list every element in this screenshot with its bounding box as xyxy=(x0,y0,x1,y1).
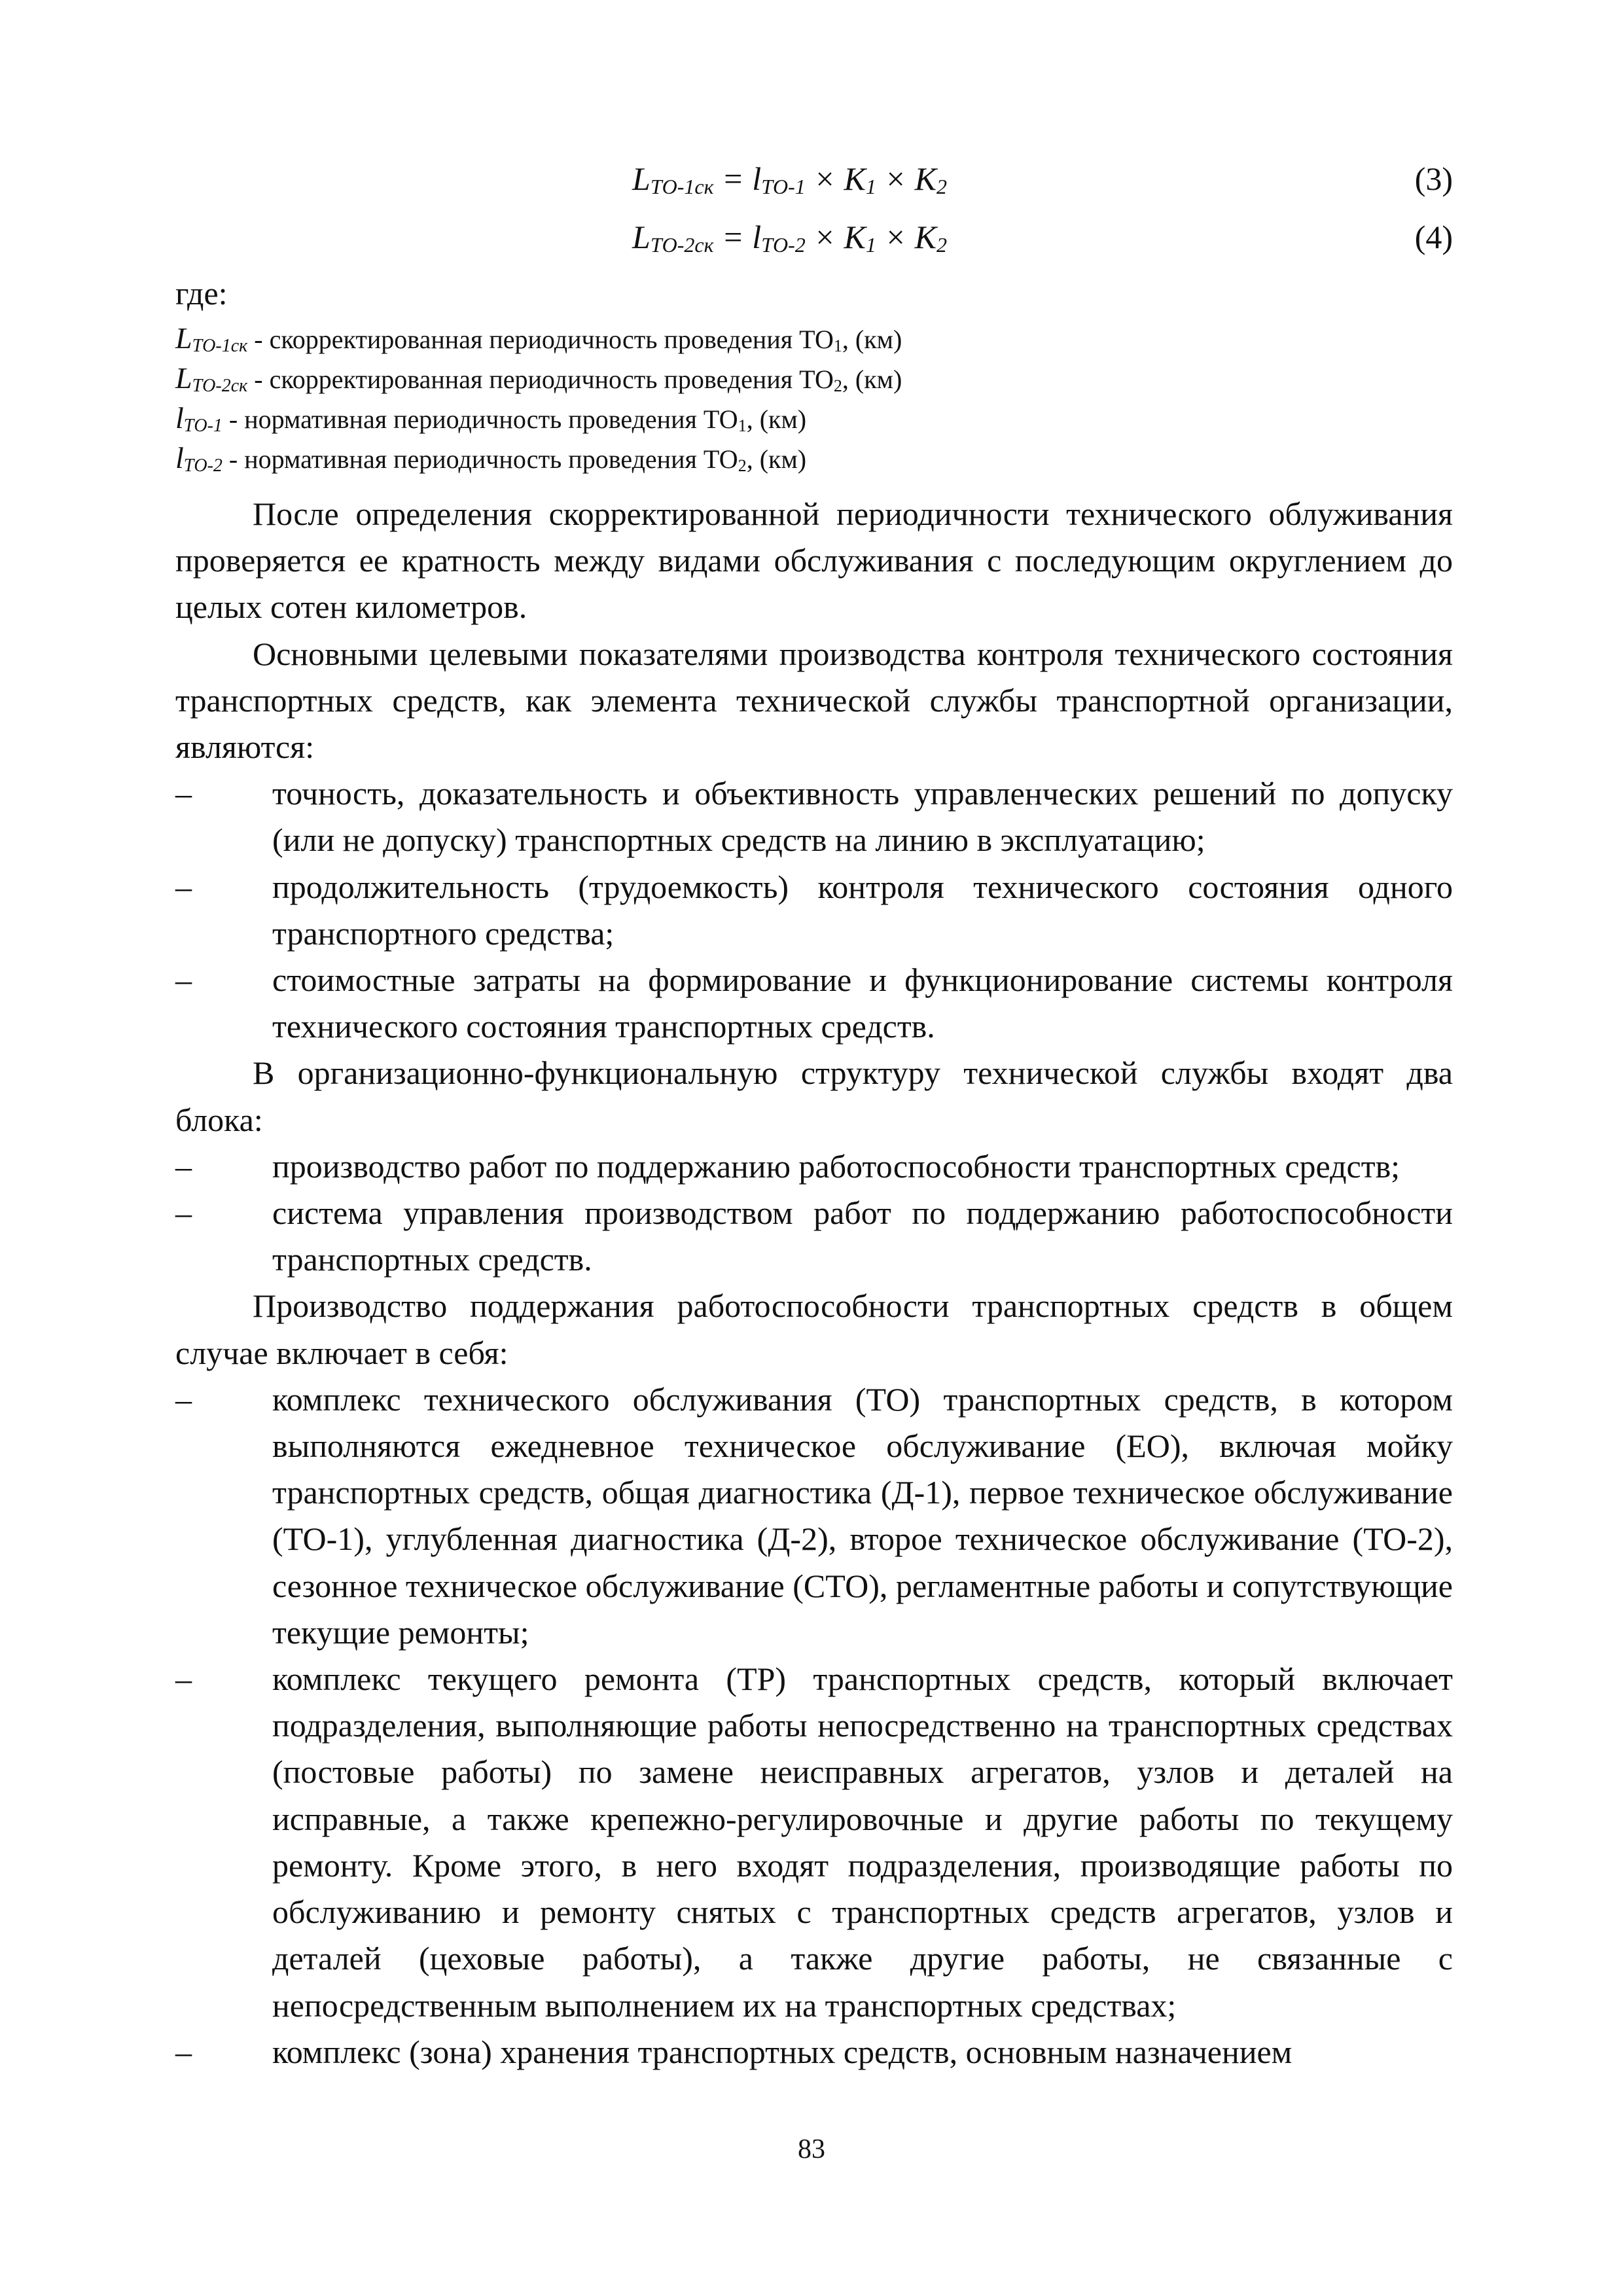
paragraph: Производство поддержания работоспособности транспортных средств в общем случае включает в себя: xyxy=(175,1287,1453,1371)
dash-bullet: – xyxy=(175,1380,192,1418)
formula-expression: $L_{ТО-2ск} = l_{ТО-2} \times K_1 \times K_2$ xyxy=(632,219,947,257)
list-item: – стоимостные затраты на формирование и функционирование системы контроля технического состояния транспортных средств. xyxy=(175,957,1453,1050)
dash-bullet: – xyxy=(175,1660,192,1698)
dash-bullet: – xyxy=(175,2033,192,2070)
list-item: – производство работ по поддержанию работоспособности транспортных средств; xyxy=(175,1143,1453,1190)
list-item: – продолжительность (трудоемкость) контроля технического состояния одного транспортного средства; xyxy=(175,864,1453,957)
definition-item: $l_{ТО-2}$ - нормативная периодичность проведения $ТО_2$, (км) xyxy=(175,441,807,476)
formula-number: (3) xyxy=(1414,160,1453,197)
paragraph: Основными целевыми показателями производства контроля технического состояния транспортных средств, как элемента технической службы транспортной организации, являются: xyxy=(175,635,1453,766)
dash-bullet: – xyxy=(175,961,192,999)
where-label: где: xyxy=(175,275,228,312)
paragraph: В организационно-функциональную структуру технической службы входят два блока: xyxy=(175,1054,1453,1138)
formula-number: (4) xyxy=(1414,219,1453,255)
list-item: – комплекс (зона) хранения транспортных средств, основным назначением xyxy=(175,2029,1453,2075)
formula-expression: $L_{ТО-1ск} = l_{ТО-1} \times K_1 \times K_2$ xyxy=(632,160,947,198)
dash-bullet: – xyxy=(175,1147,192,1185)
dash-bullet: – xyxy=(175,868,192,905)
list-item: – точность, доказательность и объективность управленческих решений по допуску (или не допуску) транспортных средств на линию в эксплуатацию; xyxy=(175,770,1453,863)
page-number: 83 xyxy=(798,2134,825,2164)
body-text xyxy=(175,491,1453,2075)
formula-4 xyxy=(0,211,1623,263)
list-item: – система управления производством работ по поддержанию работоспособности транспортных средств. xyxy=(175,1190,1453,1283)
paragraph: После определения скорректированной периодичности технического облуживания проверяется ее кратность между видами обслуживания с последующим округлением до целых сотен километров. xyxy=(175,495,1453,626)
dash-bullet: – xyxy=(175,775,192,812)
definition-item: $L_{ТО-1ск}$ - скорректированная периодичность проведения $ТО_1$, (км) xyxy=(175,321,902,357)
definition-item: $L_{ТО-2ск}$ - скорректированная периодичность проведения $ТО_2$, (км) xyxy=(175,361,902,397)
definition-item: $l_{ТО-1}$ - нормативная периодичность проведения $ТО_1$, (км) xyxy=(175,401,807,437)
formula-3 xyxy=(0,152,1623,205)
list-item: – комплекс технического обслуживания (ТО) транспортных средств, в котором выполняются ежедневное техническое обслуживание (ЕО), включая мойку транспортных средств, общая диагностика (Д-1), первое техническое обслуживание (ТО-1), углубленная диагностика (Д-2), второе техническое обслуживание (ТО-2), сезонное техническое обслуживание (СТО), регламентные работы и сопутствующие текущие ремонты; xyxy=(175,1376,1453,1656)
dash-bullet: – xyxy=(175,1194,192,1232)
list-item: – комплекс текущего ремонта (ТР) транспортных средств, который включает подразделения, выполняющие работы непосредственно на транспортных средствах (постовые работы) по замене неисправных агрегатов, узлов и деталей на исправные, а также крепежно-регулировочные и другие работы по текущему ремонту. Кроме этого, в него входят подразделения, производящие работы по обслуживанию и ремонту снятых с транспортных средств агрегатов, узлов и деталей (цеховые работы), а также другие работы, не связанные с непосредственным выполнением их на транспортных средствах; xyxy=(175,1656,1453,2029)
definitions-list xyxy=(175,318,1453,478)
